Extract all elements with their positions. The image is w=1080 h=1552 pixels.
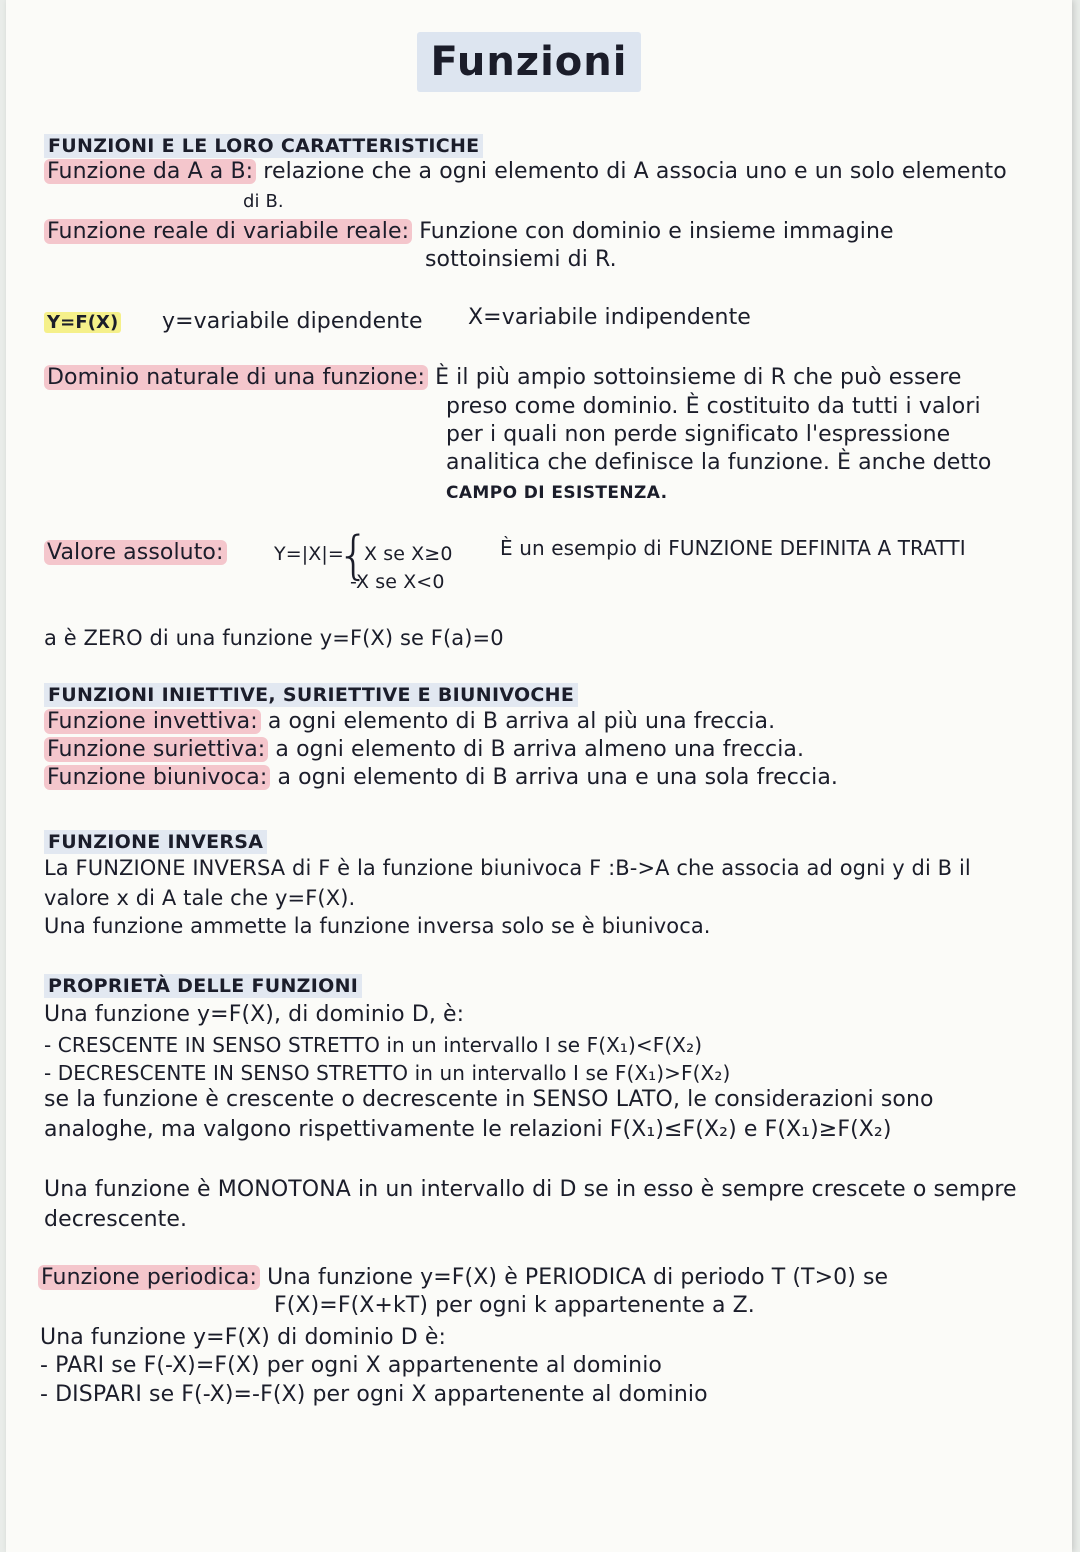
abs-case-negative: -X se X<0 [350, 571, 445, 593]
brace-symbol: { [337, 526, 371, 586]
definition-continuation: F(X)=F(X+kT) per ogni k appartenente a Z. [274, 1293, 755, 1318]
definition-continuation: di B. [243, 191, 284, 212]
pari-dispari-intro: Una funzione y=F(X) di dominio D è: [40, 1325, 447, 1350]
proprieta-line: - DECRESCENTE IN SENSO STRETTO in un intervallo I se F(X₁)>F(X₂) [44, 1061, 731, 1085]
abs-note: È un esempio di FUNZIONE DEFINITA A TRATTI [500, 536, 966, 560]
dispari-line: - DISPARI se F(-X)=-F(X) per ogni X appartenente al dominio [40, 1382, 708, 1407]
inversa-line: Una funzione ammette la funzione inversa solo se è biunivoca. [44, 914, 711, 938]
term-biunivoca: Funzione biunivoca: [44, 765, 270, 790]
definition-suriettiva [44, 736, 804, 764]
section-heading-caratteristiche: FUNZIONI E LE LORO CARATTERISTICHE [44, 134, 483, 158]
inversa-line: valore x di A tale che y=F(X). [44, 886, 356, 910]
term-iniettiva: Funzione invettiva: [44, 709, 261, 734]
definition-text: a ogni elemento di B arriva una e una sola freccia. [277, 765, 839, 790]
definition-text: a ogni elemento di B arriva almeno una freccia. [275, 737, 805, 762]
section-heading-iniettive: FUNZIONI INIETTIVE, SURIETTIVE E BIUNIVOCHE [44, 683, 578, 707]
abs-equation: Y=|X|= [274, 543, 344, 565]
definition-text: È il più ampio sottoinsieme di R che può essere [435, 365, 962, 390]
definition-continuation: sottoinsiemi di R. [425, 247, 617, 272]
definition-dominio [44, 364, 962, 392]
definition-periodica [38, 1264, 888, 1292]
term-funzione-da-a-a-b: Funzione da A a B: [44, 159, 256, 184]
definition-funzione-reale [44, 218, 894, 246]
term-valore-assoluto: Valore assoluto: [44, 540, 227, 565]
proprieta-line: Una funzione y=F(X), di dominio D, è: [44, 1002, 465, 1027]
pari-line: - PARI se F(-X)=F(X) per ogni X appartenente al dominio [40, 1353, 662, 1378]
inversa-line: La FUNZIONE INVERSA di F è la funzione biunivoca F :B->A che associa ad ogni y di B il [44, 856, 971, 880]
yfx-label: Y=F(X) [44, 312, 121, 333]
term-suriettiva: Funzione suriettiva: [44, 737, 268, 762]
definition-text: Una funzione y=F(X) è PERIODICA di periodo T (T>0) se [267, 1265, 889, 1290]
term-dominio-naturale: Dominio naturale di una funzione: [44, 365, 428, 390]
section-heading-proprieta: PROPRIETÀ DELLE FUNZIONI [44, 974, 362, 998]
definition-biunivoca [44, 764, 838, 792]
proprieta-line: analoghe, ma valgono rispettivamente le relazioni F(X₁)≤F(X₂) e F(X₁)≥F(X₂) [44, 1117, 892, 1142]
term-funzione-reale: Funzione reale di variabile reale: [44, 219, 412, 244]
definition-text: relazione che a ogni elemento di A associa uno e un solo elemento [263, 159, 1007, 184]
definition-funzione-da-a-a-b [44, 158, 1007, 186]
definition-line: analitica che definisce la funzione. È anche detto [446, 450, 992, 475]
definition-line: CAMPO DI ESISTENZA. [446, 483, 668, 503]
proprieta-line: - CRESCENTE IN SENSO STRETTO in un intervallo I se F(X₁)<F(X₂) [44, 1033, 703, 1057]
page-title: Funzioni [417, 32, 641, 92]
definition-text: a ogni elemento di B arriva al più una freccia. [267, 709, 776, 734]
yfx-line [44, 308, 121, 337]
monotona-line: Una funzione è MONOTONA in un intervallo di D se in esso è sempre crescete o sempre [44, 1177, 1017, 1202]
valore-assoluto-term [44, 539, 227, 567]
definition-line: per i quali non perde significato l'espressione [446, 422, 951, 447]
definition-line: preso come dominio. È costituito da tutti i valori [446, 394, 981, 419]
independent-variable: X=variabile indipendente [468, 305, 751, 330]
dependent-variable: y=variabile dipendente [162, 309, 423, 334]
definition-iniettiva [44, 708, 775, 736]
definition-text: Funzione con dominio e insieme immagine [419, 219, 894, 244]
abs-case-positive: X se X≥0 [364, 543, 453, 565]
proprieta-line: se la funzione è crescente o decrescente in SENSO LATO, le considerazioni sono [44, 1087, 934, 1112]
term-periodica: Funzione periodica: [38, 1265, 260, 1290]
zero-definition: a è ZERO di una funzione y=F(X) se F(a)=0 [44, 626, 504, 650]
section-heading-inversa: FUNZIONE INVERSA [44, 830, 267, 854]
monotona-line: decrescente. [44, 1207, 188, 1232]
